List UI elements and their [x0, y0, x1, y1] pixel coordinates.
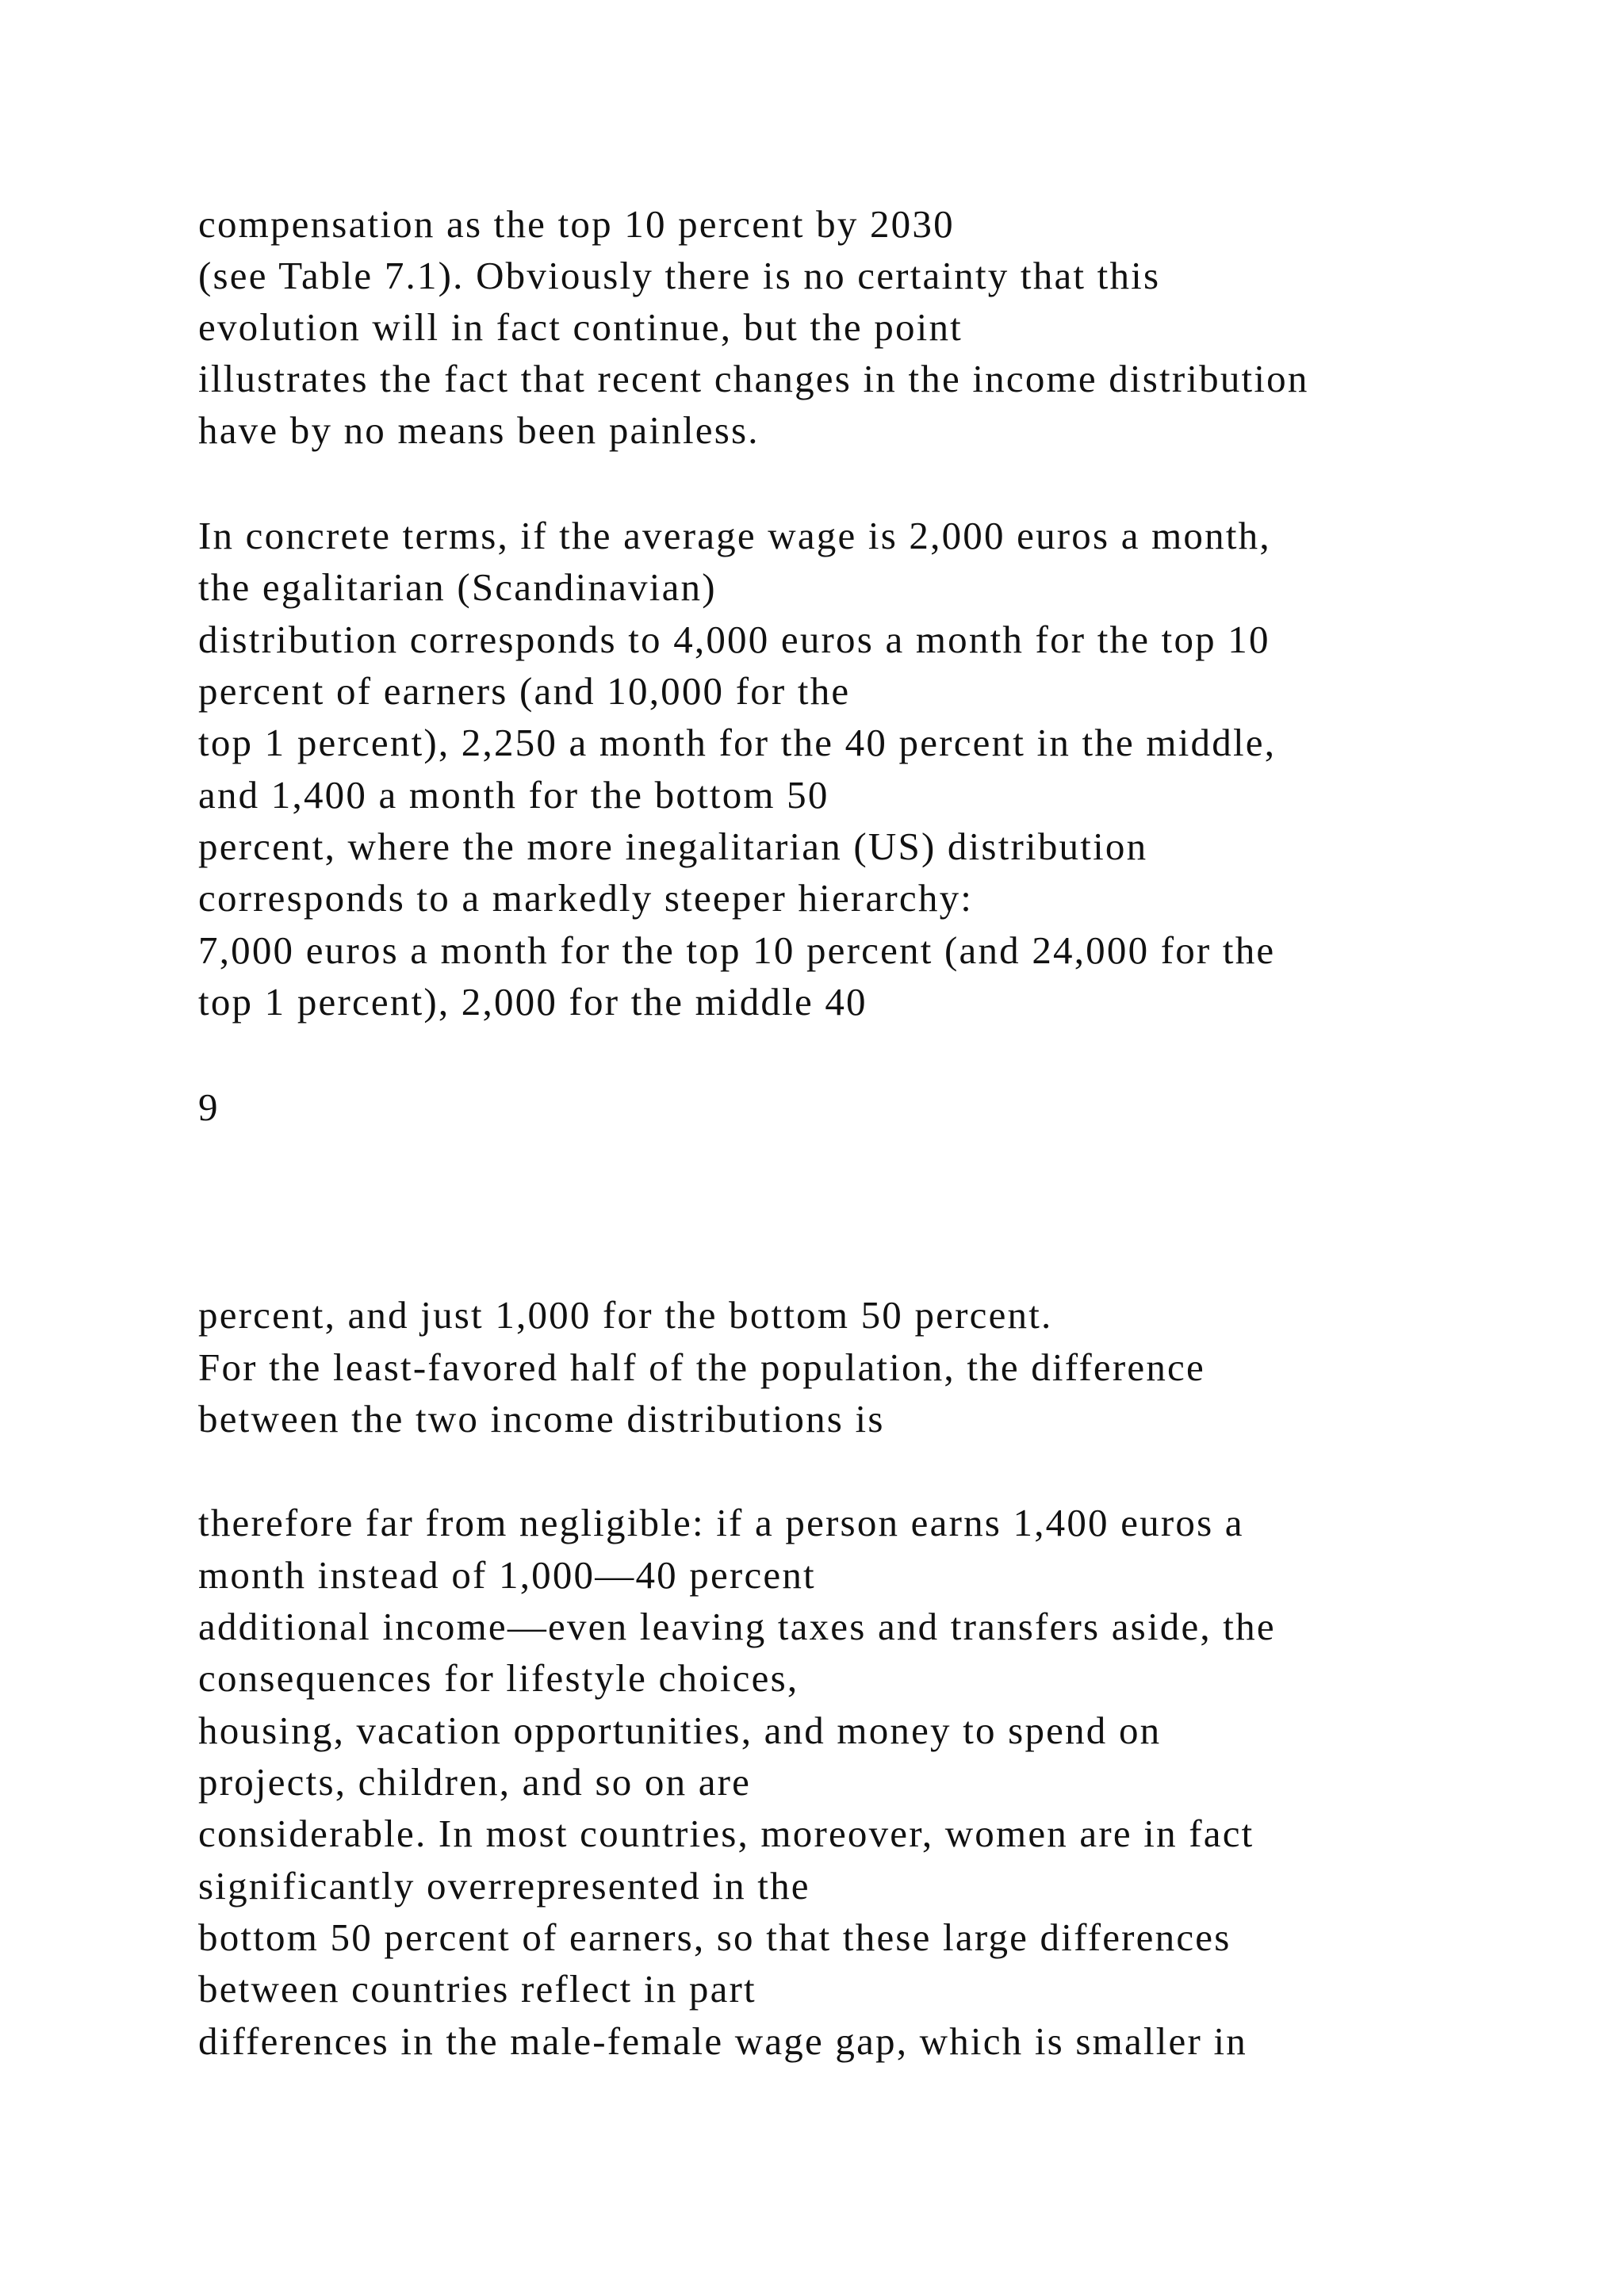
text-line: differences in the male-female wage gap, which is smaller in — [198, 2019, 1247, 2063]
text-line: top 1 percent), 2,250 a month for the 40 percent in the middle, — [198, 721, 1277, 764]
text-line: therefore far from negligible: if a person earns 1,400 euros a — [198, 1501, 1244, 1544]
text-line: have by no means been painless. — [198, 408, 760, 452]
text-line: month instead of 1,000—40 percent — [198, 1553, 816, 1597]
text-line: In concrete terms, if the average wage is 2,000 euros a month, — [198, 514, 1271, 557]
text-line: compensation as the top 10 percent by 2030 — [198, 202, 955, 246]
text-line: housing, vacation opportunities, and money to spend on — [198, 1709, 1162, 1752]
text-line: (see Table 7.1). Obviously there is no certainty that this — [198, 254, 1161, 297]
text-line: illustrates the fact that recent changes in the income distribution — [198, 357, 1309, 400]
text-line: top 1 percent), 2,000 for the middle 40 — [198, 980, 868, 1024]
text-line: between countries reflect in part — [198, 1967, 756, 2011]
text-line: projects, children, and so on are — [198, 1760, 752, 1804]
text-line: For the least-favored half of the population, the difference — [198, 1345, 1205, 1389]
text-line: distribution corresponds to 4,000 euros a month for the top 10 — [198, 618, 1270, 661]
page-number: 9 — [198, 1085, 220, 1129]
text-line: evolution will in fact continue, but the point — [198, 305, 963, 349]
text-line: between the two income distributions is — [198, 1397, 885, 1441]
text-line: significantly overrepresented in the — [198, 1864, 810, 1908]
text-line: percent, and just 1,000 for the bottom 50 percent. — [198, 1293, 1053, 1337]
text-line: percent, where the more inegalitarian (US) distribution — [198, 825, 1148, 868]
text-line: percent of earners (and 10,000 for the — [198, 669, 851, 713]
text-line: the egalitarian (Scandinavian) — [198, 565, 717, 609]
text-line: considerable. In most countries, moreover, women are in fact — [198, 1812, 1254, 1855]
text-line: 7,000 euros a month for the top 10 percent (and 24,000 for the — [198, 928, 1276, 972]
text-line: and 1,400 a month for the bottom 50 — [198, 773, 829, 817]
text-line: consequences for lifestyle choices, — [198, 1656, 799, 1700]
text-line: corresponds to a markedly steeper hierarchy: — [198, 876, 974, 920]
text-line: bottom 50 percent of earners, so that these large differences — [198, 1915, 1231, 1959]
text-line: additional income—even leaving taxes and transfers aside, the — [198, 1605, 1276, 1648]
